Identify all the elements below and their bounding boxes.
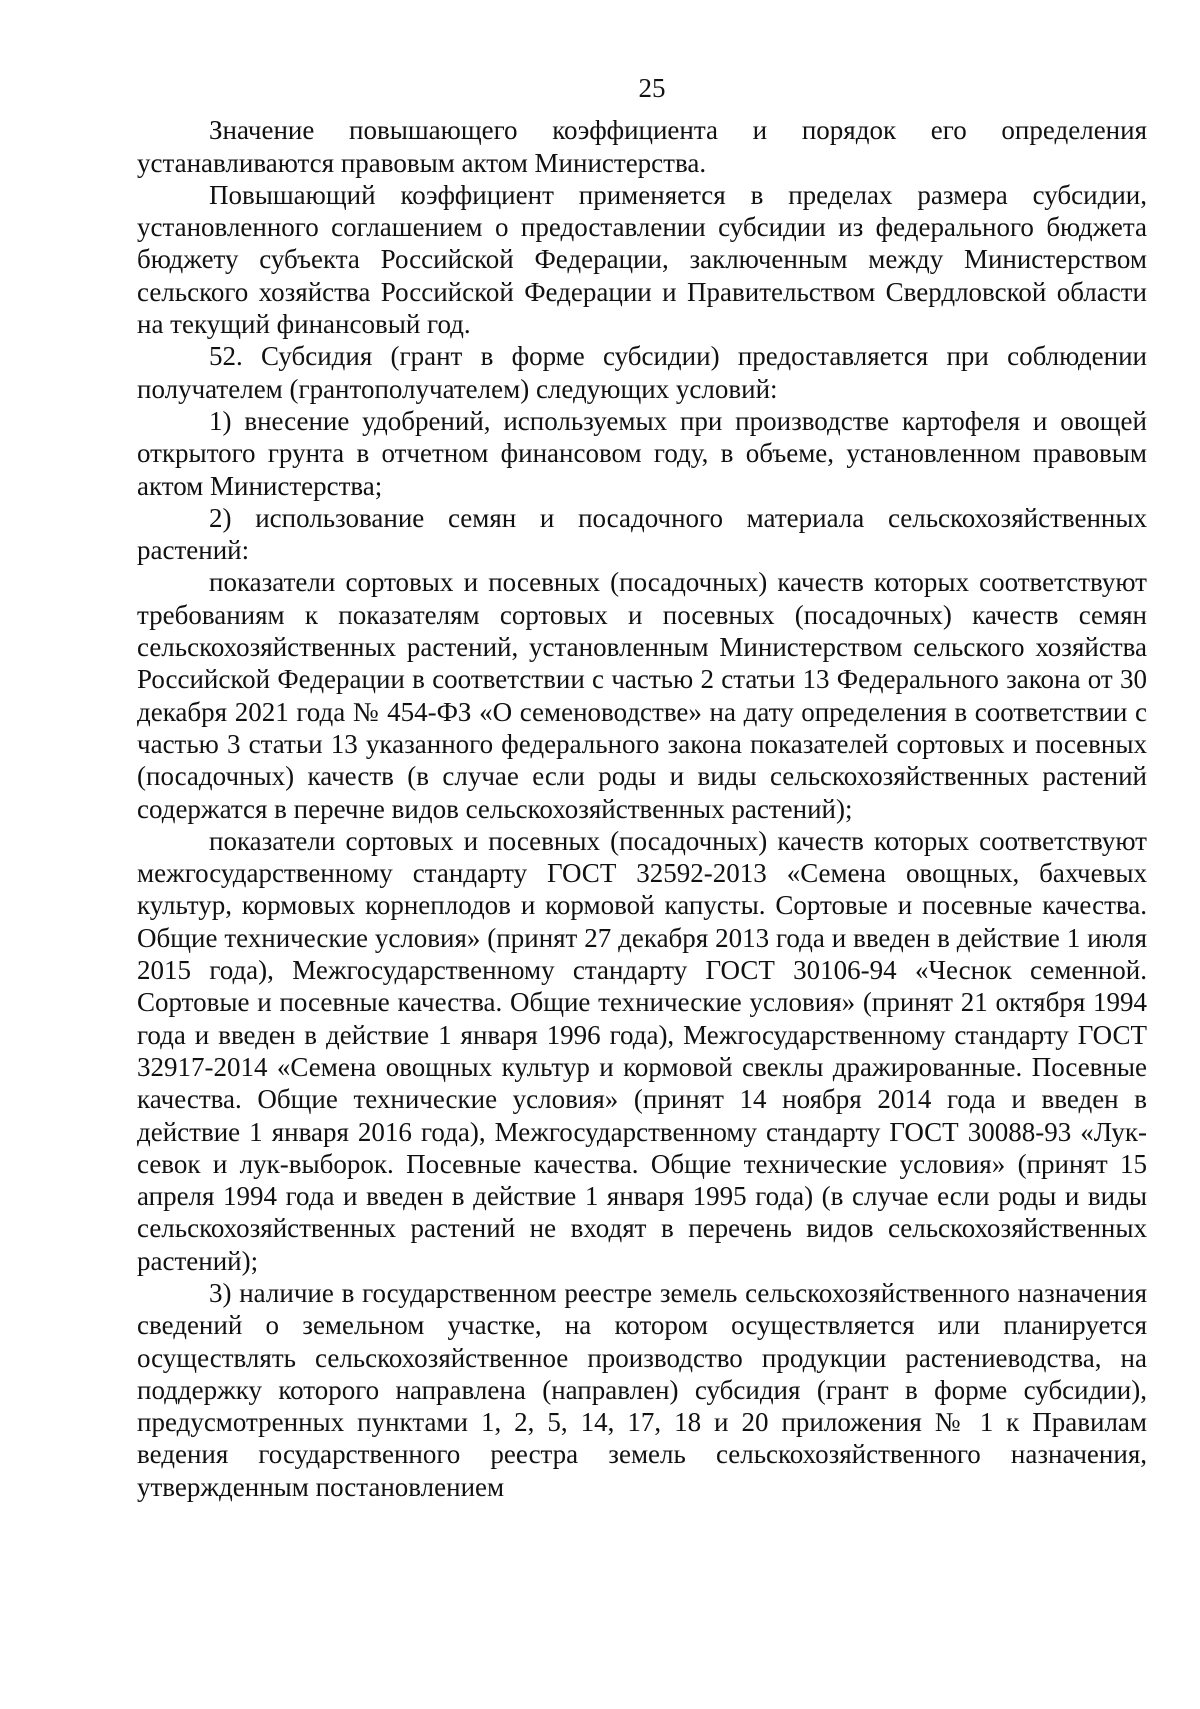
document-page (137, 72, 1147, 1503)
paragraph-coefficient-value: Значение повышающего коэффициента и порядок его определения устанавливаются правовым актом Министерства. (137, 115, 1147, 178)
paragraph-clause-52: 52. Субсидия (грант в форме субсидии) предоставляется при соблюдении получателем (грантополучателем) следующих условий: (137, 341, 1147, 404)
page-number: 25 (638, 73, 666, 103)
paragraph-coefficient-limit: Повышающий коэффициент применяется в пределах размера субсидии, установленного соглашением о предоставлении субсидии из федерального бюджета бюджету субъекта Российской Федерации, заключенным между Министерством сельского хозяйства Российской Федерации и Правительством Свердловской области на текущий финансовый год. (137, 179, 1147, 340)
paragraph-condition-2: 2) использование семян и посадочного материала сельскохозяйственных растений: (137, 502, 1147, 566)
paragraph-condition-1: 1) внесение удобрений, используемых при производстве картофеля и овощей открытого грунта в отчетном финансовом году, в объеме, установленном правовым актом Министерства; (137, 405, 1147, 501)
paragraph-condition-3: 3) наличие в государственном реестре земель сельскохозяйственного назначения сведений о земельном участке, на котором осуществляется или планируется осуществлять сельскохозяйственное производство продукции растениеводства, на поддержку которого направлена (направлен) субсидия (грант в форме субсидии), предусмотренных пунктами 1, 2, 5, 14, 17, 18 и 20 приложения № 1 к Правилам ведения государственного реестра земель сельскохозяйственного назначения, утвержденным постановлением (137, 1277, 1147, 1502)
paragraph-seed-quality-gost: показатели сортовых и посевных (посадочных) качеств которых соответствуют межгосударственному стандарту ГОСТ 32592-2013 «Семена овощных, бахчевых культур, кормовых корнеплодов и кормовой капусты. Сортовые и посевные качества. Общие технические условия» (принят 27 декабря 2013 года и введен в действие 1 июля 2015 года), Межгосударственному стандарту ГОСТ 30106-94 «Чеснок семенной. Сортовые и посевные качества. Общие технические условия» (принят 21 октября 1994 года и введен в действие 1 января 1996 года), Межгосударственному стандарту ГОСТ 32917-2014 «Семена овощных культур и кормовой свеклы дражированные. Посевные качества. Общие технические условия» (принят 14 ноября 2014 года и введен в действие 1 января 2016 года), Межгосударственному стандарту ГОСТ 30088-93 «Лук-севок и лук-выборок. Посевные качества. Общие технические условия» (принят 15 апреля 1994 года и введен в действие 1 января 1995 года) (в случае если роды и виды сельскохозяйственных растений не входят в перечень видов сельскохозяйственных растений); (137, 825, 1147, 1276)
paragraph-seed-quality-federal: показатели сортовых и посевных (посадочных) качеств которых соответствуют требованиям к показателям сортовых и посевных (посадочных) качеств семян сельскохозяйственных растений, установленным Министерством сельского хозяйства Российской Федерации в соответствии с частью 2 статьи 13 Федерального закона от 30 декабря 2021 года № 454-ФЗ «О семеноводстве» на дату определения в соответствии с частью 3 статьи 13 указанного федерального закона показателей сортовых и посевных (посадочных) качеств (в случае если роды и виды сельскохозяйственных растений содержатся в перечне видов сельскохозяйственных растений); (137, 567, 1147, 824)
